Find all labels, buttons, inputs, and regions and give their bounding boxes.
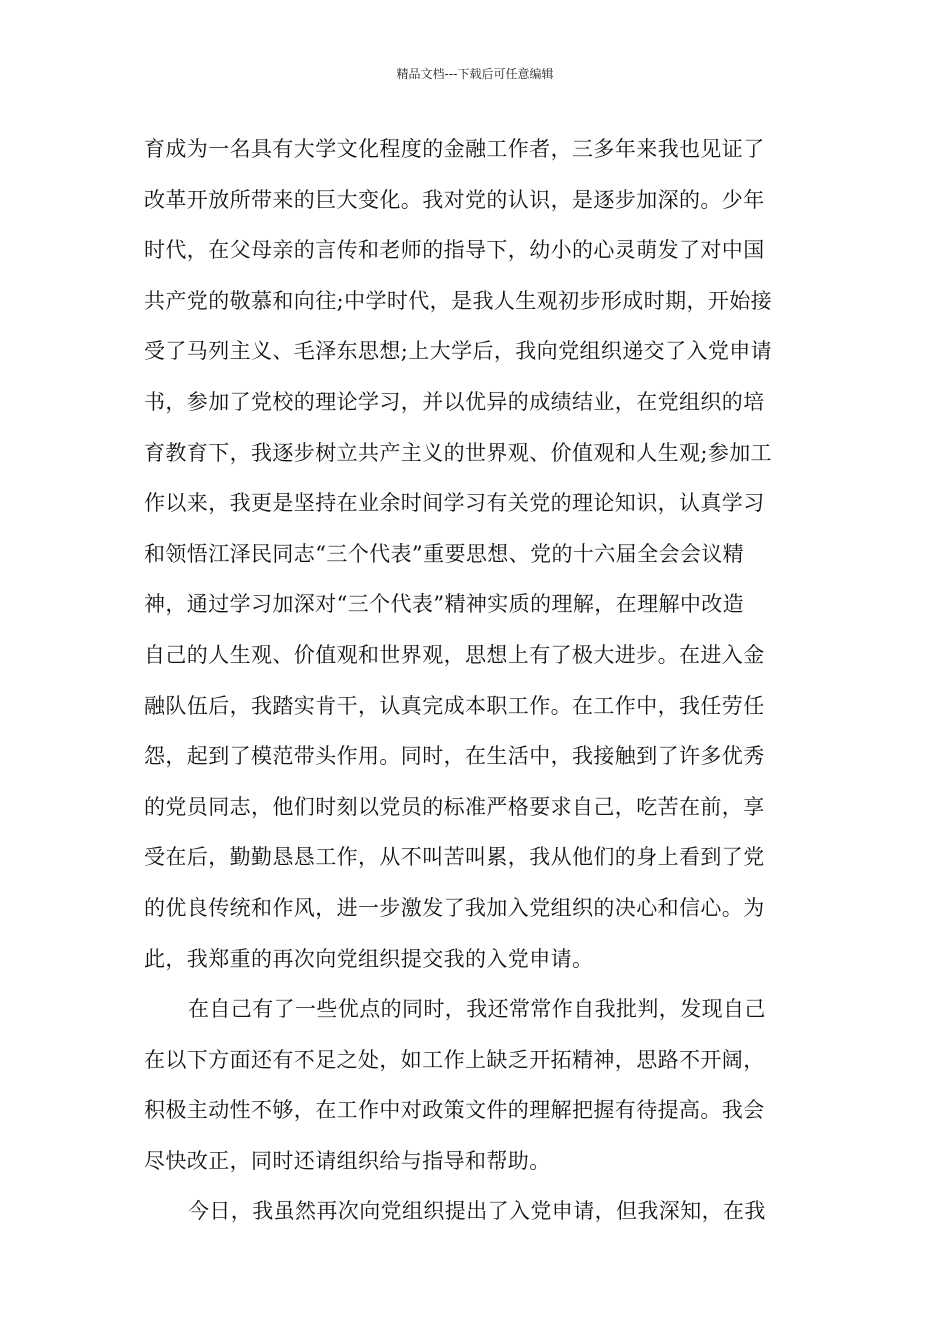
text-line: 此，我郑重的再次向党组织提交我的入党申请。 (144, 946, 594, 971)
text-line: 作以来，我更是坚持在业余时间学习有关党的理论知识，认真学习 (144, 491, 765, 516)
text-line: 育教育下，我逐步树立共产主义的世界观、价值观和人生观;参加工 (144, 440, 773, 465)
text-line: 积极主动性不够，在工作中对政策文件的理解把握有待提高。我会 (144, 1098, 765, 1123)
text-line: 今日，我虽然再次向党组织提出了入党申请，但我深知，在我 (188, 1199, 766, 1224)
paragraph (144, 1186, 806, 1237)
text-line: 受在后，勤勤恳恳工作，从不叫苦叫累，我从他们的身上看到了党 (144, 845, 765, 870)
paragraph (144, 124, 806, 984)
text-line: 在以下方面还有不足之处，如工作上缺乏开拓精神，思路不开阔， (144, 1047, 765, 1072)
text-line: 时代，在父母亲的言传和老师的指导下，幼小的心灵萌发了对中国 (144, 238, 765, 263)
text-line: 融队伍后，我踏实肯干，认真完成本职工作。在工作中，我任劳任 (144, 693, 765, 718)
text-line: 尽快改正，同时还请组织给与指导和帮助。 (144, 1148, 551, 1173)
document-body (144, 124, 806, 1237)
text-line: 共产党的敬慕和向往;中学时代，是我人生观初步形成时期，开始接 (144, 288, 773, 313)
text-line: 书，参加了党校的理论学习，并以优异的成绩结业，在党组织的培 (144, 389, 765, 414)
text-line: 怨，起到了模范带头作用。同时，在生活中，我接触到了许多优秀 (144, 744, 765, 769)
text-line: 神，通过学习加深对“三个代表”精神实质的理解，在理解中改造 (144, 592, 745, 617)
text-line: 育成为一名具有大学文化程度的金融工作者，三多年来我也见证了 (144, 137, 765, 161)
text-line: 和领悟江泽民同志“三个代表”重要思想、党的十六届全会会议精 (144, 541, 745, 566)
text-line: 自己的人生观、价值观和世界观，思想上有了极大进步。在进入金 (144, 642, 765, 667)
page-header: 精品文档---下载后可任意编辑 (396, 67, 554, 81)
text-line: 的优良传统和作风，进一步激发了我加入党组织的决心和信心。为 (144, 895, 765, 920)
text-line: 受了马列主义、毛泽东思想;上大学后，我向党组织递交了入党申请 (144, 339, 773, 364)
text-line: 改革开放所带来的巨大变化。我对党的认识，是逐步加深的。少年 (144, 187, 765, 212)
paragraph (144, 984, 806, 1186)
text-line: 的党员同志，他们时刻以党员的标准严格要求自己，吃苦在前，享 (144, 794, 765, 819)
text-line: 在自己有了一些优点的同时，我还常常作自我批判，发现自己 (188, 997, 766, 1022)
